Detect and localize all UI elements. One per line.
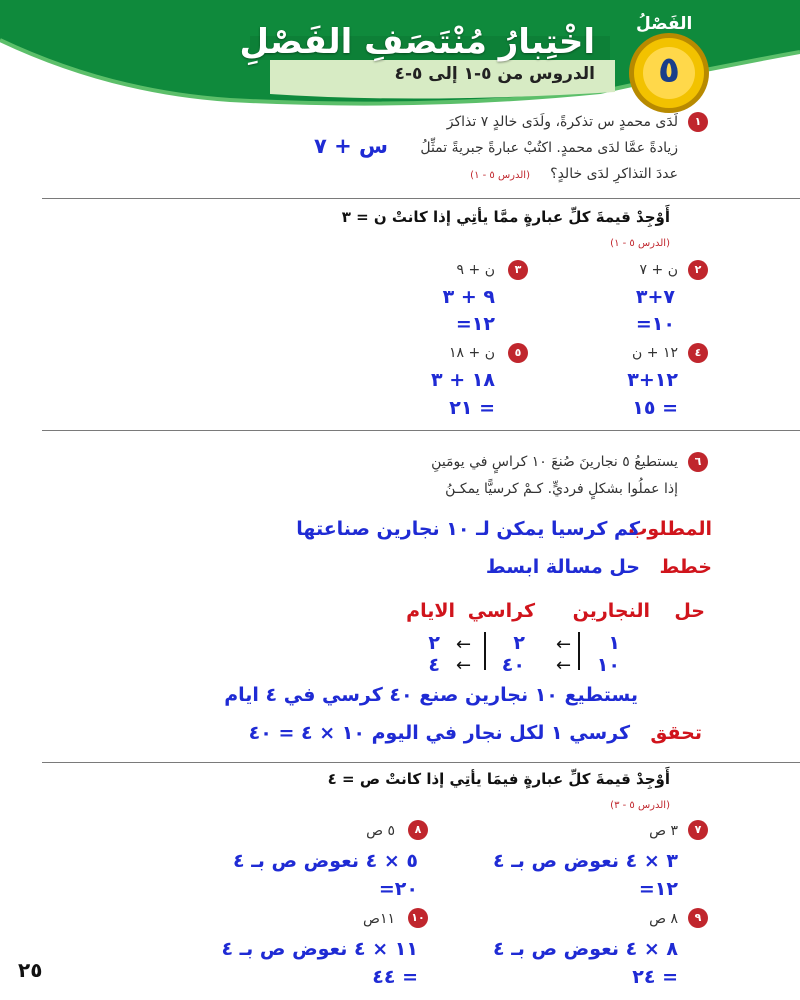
question-number-6: ٦ xyxy=(688,452,708,472)
q3-result: ١٢= xyxy=(455,313,495,335)
question-number-4: ٤ xyxy=(688,343,708,363)
table-carpenters-2: ١٠ xyxy=(596,654,620,676)
table-chairs-2: ٤٠ xyxy=(501,654,525,676)
q9-work: ٨ × ٤ نعوض ص بـ ٤ xyxy=(493,938,678,960)
divider xyxy=(42,430,800,431)
question-number-2: ٢ xyxy=(688,260,708,280)
q2-expression: ن + ٧ xyxy=(639,262,678,278)
q1-line-3: عددَ التذاكرِ لدَى خالدٍ؟ xyxy=(550,166,678,182)
q7-work: ٣ × ٤ نعوض ص بـ ٤ xyxy=(493,850,678,872)
question-number-8: ٨ xyxy=(408,820,428,840)
check-text: كرسي ١ لكل نجار في اليوم ١٠ × ٤ = ٤٠ xyxy=(248,722,630,744)
q8-work: ٥ × ٤ نعوض ص بـ ٤ xyxy=(233,850,418,872)
required-text: كم كرسيا يمكن لـ ١٠ نجارين صناعتها xyxy=(296,518,640,540)
section3-instruction: أَوْجِدْ قيمةَ كلِّ عبارةٍ فيمَا يأتِي إذا كانتْ ص = ٤ xyxy=(327,770,670,788)
table-carpenters-1: ١ xyxy=(608,632,620,654)
question-number-7: ٧ xyxy=(688,820,708,840)
q10-result: = ٤٤ xyxy=(372,966,418,988)
question-number-3: ٣ xyxy=(508,260,528,280)
q4-result: = ١٥ xyxy=(632,397,678,419)
q5-expression: ن + ١٨ xyxy=(449,345,495,361)
q2-result: ١٠= xyxy=(635,313,675,335)
q7-expression: ٣ ص xyxy=(649,823,678,839)
q3-expression: ن + ٩ xyxy=(456,262,495,278)
section2-instruction: أَوْجِدْ قيمةَ كلِّ عبارةٍ ممَّا يأتِي إذا كانتْ ن = ٣ xyxy=(341,208,670,226)
q1-line-2: زيادةً عمَّا لدَى محمدٍ. اكتُبْ عبارةً جبريةً تمثِّلُ xyxy=(420,140,678,156)
chapter-number: ٥ xyxy=(658,50,680,91)
column-carpenters: النجارين xyxy=(572,600,650,622)
arrow-icon: ← xyxy=(556,634,572,655)
page-number: ٢٥ xyxy=(18,958,43,982)
plan-text: حل مسالة ابسط xyxy=(485,556,640,578)
lessons-range: الدروس من ٥-١ إلى ٥-٤ xyxy=(394,64,595,84)
table-separator xyxy=(484,632,486,670)
q8-result: ٢٠= xyxy=(378,878,418,900)
q1-answer: س + ٧ xyxy=(313,134,388,158)
check-label: تحقق xyxy=(650,722,702,744)
q10-expression: ١١ص xyxy=(363,911,395,927)
table-separator xyxy=(578,632,580,670)
q5-result: = ٢١ xyxy=(449,397,495,419)
table-chairs-1: ٢ xyxy=(513,632,525,654)
divider xyxy=(42,198,800,199)
question-number-10: ١٠ xyxy=(408,908,428,928)
required-label: المطلوب xyxy=(628,518,712,540)
arrow-icon: ← xyxy=(456,634,472,655)
divider xyxy=(42,762,800,763)
question-number-1: ١ xyxy=(688,112,708,132)
q10-work: ١١ × ٤ نعوض ص بـ ٤ xyxy=(221,938,418,960)
conclusion-text: يستطيع ١٠ نجارين صنع ٤٠ كرسي في ٤ ايام xyxy=(224,684,638,706)
table-days-1: ٢ xyxy=(428,632,440,654)
q9-expression: ٨ ص xyxy=(649,911,678,927)
question-number-9: ٩ xyxy=(688,908,708,928)
q1-line-1: لَدَى محمدٍ س تذكرةً، ولَدَى خالدٍ ٧ تذاكرَ xyxy=(446,114,678,130)
plan-label: خطط xyxy=(659,556,712,578)
chapter-word: الفَصْلُ xyxy=(636,14,693,34)
q7-result: ١٢= xyxy=(638,878,678,900)
q6-line-1: يستطيعُ ٥ نجارينَ صُنعَ ١٠ كراسٍ في يومَينِ xyxy=(431,454,678,470)
q4-work: ١٢+٣ xyxy=(627,369,678,391)
q3-work: ٩ + ٣ xyxy=(442,286,495,308)
q9-result: = ٢٤ xyxy=(632,966,678,988)
column-days: الايام xyxy=(406,600,455,622)
arrow-icon: ← xyxy=(456,655,472,676)
solve-label: حل xyxy=(674,600,705,622)
q5-work: ١٨ + ٣ xyxy=(431,369,495,391)
page-title: اخْتِبارُ مُنْتَصَفِ الفَصْلِ xyxy=(239,22,595,62)
table-days-2: ٤ xyxy=(428,654,440,676)
section3-lesson-ref: (الدرس ٥ - ٣) xyxy=(610,800,670,811)
q6-line-2: إذا عملُوا بشكلٍ فرديٍّ. كـمْ كرسيًّا يمكـنُ xyxy=(445,481,678,497)
q8-expression: ٥ ص xyxy=(366,823,395,839)
chapter-banner xyxy=(0,0,800,120)
arrow-icon: ← xyxy=(556,655,572,676)
q2-work: ٧+٣ xyxy=(635,286,675,308)
section2-lesson-ref: (الدرس ٥ - ١) xyxy=(610,238,670,249)
column-chairs: كراسي xyxy=(467,600,535,622)
q1-lesson-ref: (الدرس ٥ - ١) xyxy=(470,170,530,181)
q4-expression: ١٢ + ن xyxy=(632,345,678,361)
question-number-5: ٥ xyxy=(508,343,528,363)
